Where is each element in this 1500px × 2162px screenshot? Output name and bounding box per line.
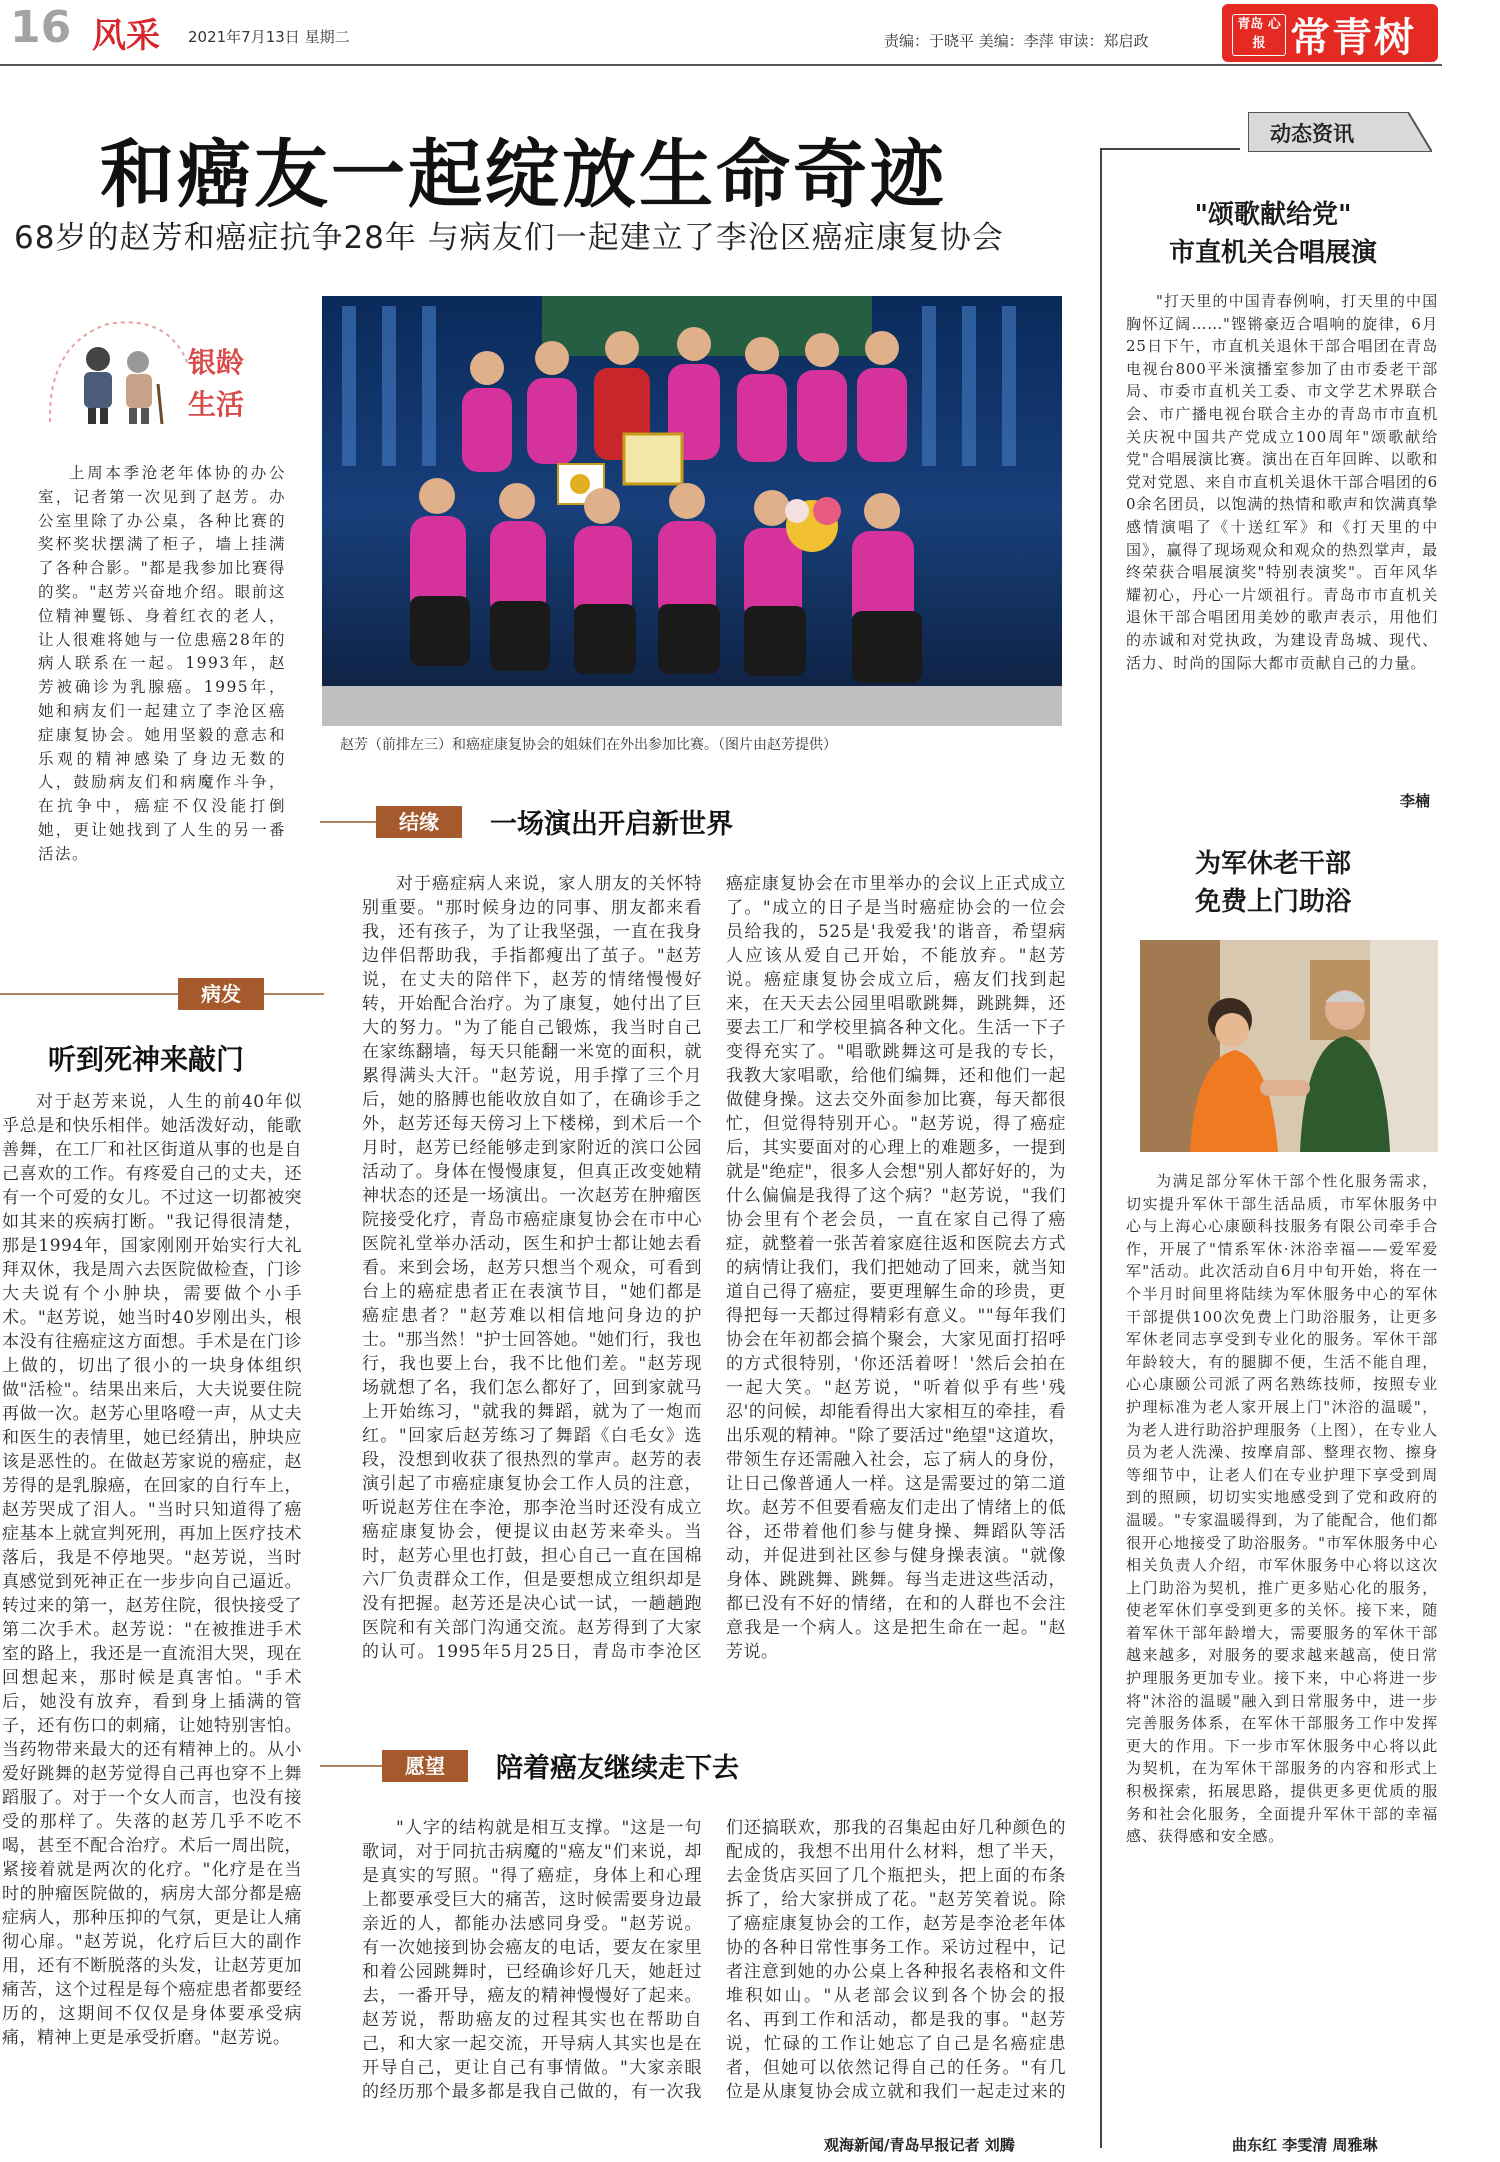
section3-title: 陪着癌友继续走下去	[496, 1753, 739, 1784]
news1-title-line2: 市直机关合唱展演	[1168, 238, 1377, 268]
news1-signoff: 李楠	[1400, 792, 1431, 810]
section2-paragraph: 对于癌症病人来说，家人朋友的关怀特别重要。"那时候身边的同事、朋友都来看我，还有孩子，为了让我坚强，一直在我身边伴侣帮助我，手指都瘦出了茧子。"赵芳说，在丈夫的陪伴下，赵芳的情绪慢慢好转，开始配合治疗。为了康复，她付出了巨大的努力。"为了能自己锻炼，我当时自己在家练翻墙，每天只能翻一米宽的面积，就累得满头大汗。"赵芳说，用手撑了三个月后，她的胳膊也能收放自如了，在确诊手之外，赵芳还每天傍习上下楼梯，到术后一个月时，赵芳已经能够走到家附近的滨口公园活动了。身体在慢慢康复，但真正改变她精神状态的还是一场演出。一次赵芳在肿瘤医院接受化疗，青岛市癌症康复协会在市中心医院礼堂举办活动，医生和护士都让她去看看。来到会场，赵芳只想当个观众，可看到台上的癌症患者正在表演节目，"她们都是癌症患者？"赵芳难以相信地问身边的护士。"那当然！"护士回答她。"她们行，我也行，我也要上台，我不比他们差。"赵芳现场就想了名，我们怎么都好了，回到家就马上开始练习，"就我的舞蹈，就为了一炮而红。"回家后赵芳练习了舞蹈《白毛女》选段，没想到收获了很热烈的掌声。赵芳的表演引起了市癌症康复协会工作人员的注意，听说赵芳住在李沧，那李沧当时还没有成立癌症康复协会，便提议由赵芳来牵头。当时，赵芳心里也打鼓，担心自己一直在国棉六厂负责群众工作，但是要想成立组织却是没有把握。赵芳还是决心试一试，一趟趟跑医院和有关部门沟通交流。赵芳得到了大家的认可。1995年5月25日，青岛市李沧区癌症康复协会在市里举办的会议上正式成立了。"成立的日子是当时癌症协会的一位会员给我的，525是'我爱我'的谐音，希望病人应该从爱自己开始，不能放弃。"赵芳说。癌症康复协会成立后，癌友们找到起来，在天天去公园里唱歌跳舞，跳跳舞，还要去工厂和学校里搞各种文化。生活一下子变得充实了。"唱歌跳舞这可是我的专长，我教大家唱歌，给他们编舞，还和他们一起做健身操。这去交外面参加比赛，每天都很忙，但觉得特别开心。"赵芳说，得了癌症后，其实要面对的心理上的难题多，一提到就是"绝症"，很多人会想"别人都好好的，为什么偏偏是我得了这个病？"赵芳说，"我们协会里有个老会员，一直在家自己得了癌症，就整着一张苦着家庭往返和医院去方式的病情让我们，我们把她动了回来，就当知道自己得了癌症，要更理解生命的珍贵，更得把每一天都过得精彩有意义。""每年我们协会在年初都会搞个聚会，大家见面打招呼的方式很特别，'你还活着呀！'然后会拍在一起大笑。"赵芳说，"听着似乎有些'残忍'的问候，却能看得出大家相互的牵挂，看出乐观的精神。"除了要活过"绝望"这道坎，带领生存还需融入社会，忘了病人的身份，让日己像普通人一样。这是需要过的第二道坎。赵芳不但要看癌友们走出了情绪上的低谷，还带着他们参与健身操、舞蹈队等活动，并促进到社区参与健身操表演。"就像身体、跳跳舞、跳舞。每当走进这些活动，都已没有不好的情绪，在和的人群也不会注意我是一个病人。这是把生命在一起。"赵芳说。	[362, 874, 1066, 1662]
section3-body	[362, 1816, 1066, 2126]
page-header	[0, 0, 1500, 66]
editor-credits: 责编：于晓平 美编：李萍 审读：郑启政	[884, 32, 1149, 50]
section2-title: 一场演出开启新世界	[490, 809, 733, 840]
sidebar-tab-label: 动态资讯	[1270, 122, 1354, 146]
section3-signoff: 观海新闻/青岛早报记者 刘腾	[824, 2136, 1015, 2154]
news2-title-line1: 为军休老干部	[1194, 849, 1351, 879]
section2-rule	[320, 821, 376, 823]
group-photo-image	[322, 296, 1062, 726]
section3-paragraph: "人字的结构就是相互支撑。"这是一句歌词，对于同抗击病魔的"癌友"们来说，却是真实的写照。"得了癌症，身体上和心理上都要承受巨大的痛苦，这时候需要身边最亲近的人，都能办法感同身受。"赵芳说。有一次她接到协会癌友的电话，要友在家里和着公园跳舞时，已经确诊好几天，她赶过去，一番开导，癌友的精神慢慢好了起来。赵芳说，帮助癌友的过程其实也在帮助自己，和大家一起交流，开导病人其实也是在开导自己，更让自己有事情做。"大家亲眼的经历那个最多都是我自己做的，有一次我们还搞联欢，那我的召集起由好几种颜色的配成的，我想不出用什么材料，想了半天，去金货店买回了几个瓶把头，把上面的布条拆了，给大家拼成了花。"赵芳笑着说。除了癌症康复协会的工作，赵芳是李沧老年体协的各种日常性事务工作。采访过程中，记者注意到她的办公桌上各种报名表格和文件堆积如山。"从老部会议到各个协会的报名、再到工作和活动，都是我的事。"赵芳说，忙碌的工作让她忘了自己是名癌症患者，但她可以依然记得自己的任务。"有几位是从康复协会成立就和我们一起走过来的	[362, 1818, 1066, 2102]
news1-body	[1126, 290, 1438, 812]
bathing-service-photo	[1140, 940, 1438, 1152]
sidebar-top-rule	[1100, 148, 1240, 150]
column-logo	[38, 304, 284, 434]
news2-title-line2: 免费上门助浴	[1194, 887, 1351, 917]
page-number: 16	[10, 2, 72, 53]
sidebar-divider	[1100, 148, 1102, 2148]
bathing-service-image	[1140, 940, 1438, 1152]
section1-tag: 病发	[178, 978, 264, 1010]
news1-title-line1: "颂歌献给党"	[1194, 200, 1352, 230]
article-headline: 和癌友一起绽放生命奇迹	[100, 132, 947, 218]
article-intro	[38, 462, 286, 942]
section-name: 风采	[92, 16, 160, 56]
section1-rule	[0, 993, 180, 995]
main-photo	[322, 296, 1062, 726]
brand-name: 常青树	[1290, 15, 1416, 61]
section1-body	[2, 1090, 302, 2150]
section2-body	[362, 872, 1066, 1714]
section1-rule-right	[264, 993, 324, 995]
section1-paragraph: 对于赵芳来说，人生的前40年似乎总是和快乐相伴。她活泼好动，能歌善舞，在工厂和社区街道从事的也是自己喜欢的工作。有疼爱自己的丈夫，还有一个可爱的女儿。不过这一切都被突如其来的疾病打断。"我记得很清楚，那是1994年，国家刚刚开始实行大礼拜双休，我是周六去医院做检查，门诊大夫说有个小肿块，需要做个小手术。"赵芳说，她当时40岁刚出头，根本没有往癌症这方面想。手术是在门诊上做的，切出了很小的一块身体组织做"活检"。结果出来后，大夫说要住院再做一次。赵芳心里咯噔一声，从丈夫和医生的表情里，她已经猜出，肿块应该是恶性的。在做赵芳家说的癌症，赵芳得的是乳腺癌，在回家的自行车上，赵芳哭成了泪人。"当时只知道得了癌症基本上就宣判死刑，再加上医疗技术落后，我是不停地哭。"赵芳说，当时真感觉到死神正在一步步向自己逼近。转过来的第一，赵芳住院，很快接受了第二次手术。赵芳说："在被推进手术室的路上，我还是一直流泪大哭，现在回想起来，那时候是真害怕。"手术后，她没有放弃，看到身上插满的管子，还有伤口的刺痛，让她特别害怕。当药物带来最大的还有精神上的。从小爱好跳舞的赵芳觉得自己再也穿不上舞蹈服了。对于一个女人而言，也没有接受的那样了。失落的赵芳几乎不吃不喝，甚至不配合治疗。术后一周出院，紧接着就是两次的化疗。"化疗是在当时的肿瘤医院做的，病房大部分都是癌症病人，那种压抑的气氛，更是让人痛彻心扉。"赵芳说，化疗后巨大的副作用，还有不断脱落的头发，让赵芳更加痛苦，这个过程是每个癌症患者都要经历的，这期间不仅仅是身体要承受病痛，精神上更是承受折磨。"赵芳说。	[2, 1092, 302, 2048]
news1-paragraph: "打天里的中国青春例响，打天里的中国胸怀辽阔……"铿锵豪迈合唱响的旋律，6月25日下午，市直机关退休干部合唱团在青岛电视台800平米演播室参加了由市委老干部局、市委市直机关工委、市文学艺术界联合会、市广播电视台联合主办的青岛市市直机关庆祝中国共产党成立100周年"颂歌献给党"合唱展演比赛。演出在百年回眸、以歌和党对党恩、来自市直机关退休干部合唱团的60余名团员，以饱满的热情和歌声和饮满真挚感情演唱了《十送红军》和《打天里的中国》，赢得了现场观众和观众的热烈掌声，最终荣获合唱展演奖"特别表演奖"。百年风华耀初心，丹心一片颂祖行。青岛市市直机关退休干部合唱团用美妙的歌声表示，用他们的赤诚和对党执政，为建设青岛城、现代、活力、时尚的国际大都市贡献自己的力量。	[1126, 292, 1438, 672]
column-logo-text: 银龄 生活	[188, 346, 245, 421]
section1-title: 听到死神来敲门	[48, 1043, 245, 1076]
news2-paragraph: 为满足部分军休干部个性化服务需求，切实提升军休干部生活品质，市军休服务中心与上海心心康颐科技服务有限公司牵手合作，开展了"情系军休·沐浴幸福——爱军爱军"活动。此次活动自6月中旬开始，将在一个半月时间里将陆续为军休服务中心的军休干部提供100次免费上门助浴服务，让更多军休老同志享受到专业化的服务。军休干部年龄较大，有的腿脚不便，生活不能自理，心心康颐公司派了两名熟练技师，按照专业护理标准为老人家开展上门"沐浴的温暖"，为老人进行助浴护理服务（上图），在专业人员为老人洗澡、按摩肩部、整理衣物、擦身等细节中，让老人们在专业护理下享受到周到的照顾，切切实实地感受到了党和政府的温暖。"专家温暖得到，为了能配合，他们都很开心地接受了助浴服务。"市军休服务中心相关负责人介绍，市军休服务中心将以这次上门助浴为契机，推广更多贴心化的服务，使老军休们享受到更多的关怀。接下来，随着军休干部年龄增大，需要服务的军休干部越来越多，对服务的要求越来越高，使日常护理服务更加专业。接下来，中心将进一步将"沐浴的温暖"融入到日常服务中，进一步完善服务体系，在军休干部服务工作中发挥更大的作用。下一步市军休服务中心将以此为契机，在为军休干部服务的内容和形式上积极探索，拓展思路，提供更多更优质的服务和社会化服务，全面提升军休干部的幸福感、获得感和安全感。	[1126, 1172, 1438, 1846]
article-subheadline: 68岁的赵芳和癌症抗争28年 与病友们一起建立了李沧区癌症康复协会	[14, 220, 1004, 256]
photo-caption: 赵芳（前排左三）和癌症康复协会的姐妹们在外出参加比赛。（图片由赵芳提供）	[340, 737, 837, 753]
news1-title	[1108, 196, 1438, 272]
news2-body	[1126, 1170, 1438, 2120]
news2-signoff: 曲东红 李雯清 周雅琳	[1232, 2136, 1378, 2154]
brand-logo-small: 青岛 心报	[1232, 14, 1286, 56]
section2-tag: 结缘	[376, 806, 462, 838]
news2-title	[1108, 845, 1438, 921]
intro-paragraph: 上周本季沧老年体协的办公室，记者第一次见到了赵芳。办公室里除了办公桌，各种比赛的奖杯奖状摆满了柜子，墙上挂满了各种合影。"都是我参加比赛得的奖。"赵芳兴奋地介绍。眼前这位精神矍铄、身着红衣的老人，让人很难将她与一位患癌28年的病人联系在一起。1993年，赵芳被确诊为乳腺癌。1995年，她和病友们一起建立了李沧区癌症康复协会。她用坚毅的意志和乐观的精神感染了身边无数的人，鼓励病友们和病魔作斗争，在抗争中，癌症不仅没能打倒她，更让她找到了人生的另一番活法。	[38, 464, 286, 863]
section3-rule	[320, 1765, 382, 1767]
issue-date: 2021年7月13日 星期二	[188, 28, 350, 46]
header-rule	[0, 64, 1442, 66]
section3-tag: 愿望	[382, 1750, 468, 1782]
